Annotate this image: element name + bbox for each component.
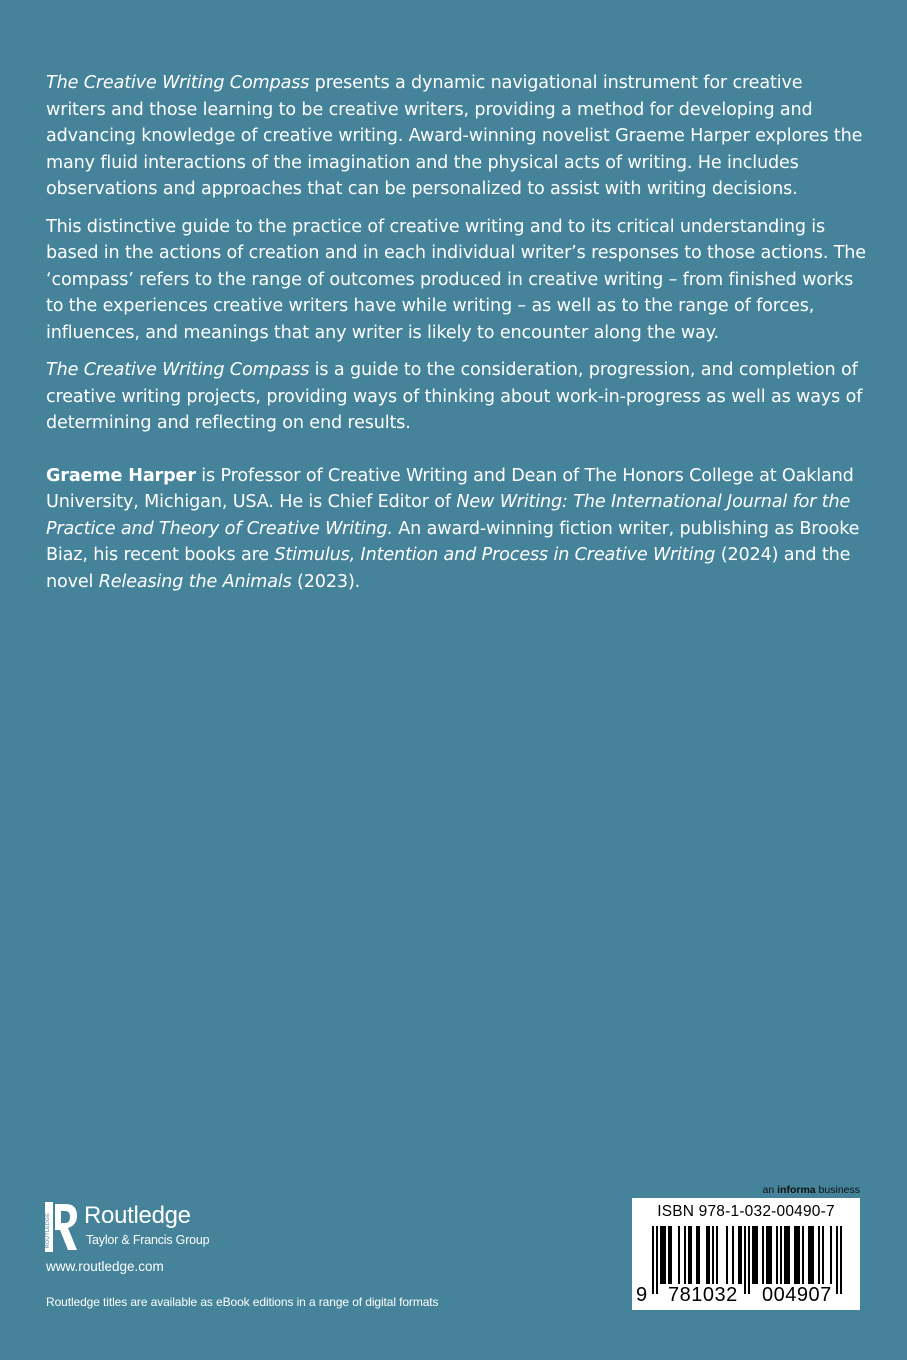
barcode-bar [740,1226,742,1284]
barcode-bar [684,1226,686,1284]
barcode-bar [796,1226,798,1284]
barcode-bar [822,1226,824,1284]
barcode-digits-left: 781032 [668,1284,738,1306]
barcode-bar [752,1226,754,1284]
book-title-releasing: Releasing the Animals [98,571,292,592]
barcode-bar [802,1226,804,1284]
barcode-bar [798,1226,800,1284]
barcode-bar [808,1226,810,1284]
routledge-r-logo-icon [44,1202,78,1252]
barcode-bar [756,1226,758,1284]
barcode-bar [652,1226,654,1294]
barcode-bar [776,1226,778,1284]
barcode-bar [810,1226,812,1284]
description-paragraph-1: The Creative Writing Compass presents a dynamic navigational instrument for creative writers and those learning to be creative writers, providing a method for developing and advancing knowledge of creative writing. Award-winning novelist Graeme Harper explores the many fluid interactions of the imagination and the physical acts of writing. He includes observations and approaches that can be personalized to assist with writing decisions. [46,73,863,199]
publisher-logo [44,1202,344,1262]
barcode-bar [768,1226,770,1284]
barcode-bar [770,1226,772,1284]
barcode-bar [726,1226,728,1284]
barcode-digit-first: 9 [636,1284,648,1306]
barcode-bar [780,1226,782,1284]
barcode-bar [712,1226,714,1284]
barcode-bar [698,1226,700,1284]
book-title-stimulus: Stimulus, Intention and Process in Creative Writing [274,545,716,565]
barcode-bar [708,1226,710,1284]
isbn-label: ISBN 978-1-032-00490-7 [657,1203,835,1220]
description-paragraph-3: The Creative Writing Compass is a guide to the consideration, progression, and completion of creative writing projects, providing ways of thinking about work-in-progress as well as ways of determining and reflecting on end results. [46,360,863,433]
barcode-bar [788,1226,790,1284]
barcode-bar [766,1226,768,1284]
barcode-bar [706,1226,708,1284]
journal-title: New Writing: The International Journal for the Practice and Theory of Creative Writing. [46,492,851,539]
informa-brand: informa [777,1184,816,1196]
book-title-italic: The Creative Writing Compass [46,73,310,93]
barcode-bar [762,1226,764,1284]
barcode-bar [716,1226,718,1284]
description-paragraph-2: This distinctive guide to the practice of creative writing and to its critical understanding is based in the actions of creation and in each individual writer’s responses to those actions. The ‘compass’ refers to the range of outcomes produced in creative writing – from finished works to the experiences creative writers have while writing – as well as to the range of forces, influences, and meanings that any writer is likely to encounter along the way. [46,216,866,343]
barcode-bar [668,1226,670,1284]
barcode-bar [732,1226,734,1284]
barcode-bar [696,1226,698,1284]
barcode-bar [754,1226,756,1284]
ebook-availability-note: Routledge titles are available as eBook editions in a range of digital formats [46,1295,439,1309]
barcode-bar [784,1226,786,1284]
barcode-bar [738,1226,740,1284]
isbn-barcode [632,1198,860,1310]
informa-business-tag: an informa business [762,1184,860,1196]
publisher-website-link[interactable]: www.routledge.com [46,1259,164,1274]
barcode-bar [678,1226,680,1284]
barcode-bar [744,1226,746,1294]
barcode-bar [794,1226,796,1284]
barcode-bar [786,1226,788,1284]
barcode-bar [748,1226,750,1294]
author-name: Graeme Harper [46,465,196,486]
barcode-bar [664,1226,666,1284]
barcode-bar [688,1226,690,1284]
barcode-bar [670,1226,672,1284]
routledge-vertical-text: ROUTLEDGE [45,1213,51,1248]
barcode-bar [690,1226,692,1284]
back-cover-description [46,70,866,606]
publisher-name: Routledge [84,1202,191,1229]
barcode-bar [830,1226,832,1284]
barcode-bar [656,1226,658,1294]
barcode-bar [818,1226,820,1284]
barcode-bar [840,1226,842,1294]
book-title-italic: The Creative Writing Compass [46,360,310,380]
barcode-digits-right: 004907 [762,1284,832,1306]
barcode-bar [662,1226,664,1284]
barcode-bar [660,1226,662,1284]
barcode-bar [812,1226,814,1284]
barcode-bar [836,1226,838,1294]
publisher-subtitle: Taylor & Francis Group [86,1233,210,1247]
author-bio: Graeme Harper is Professor of Creative Writing and Dean of The Honors College at Oakland University, Michigan, USA. He is Chief Editor of New Writing: The International Journal for the Practice and Theory of Creative Writing. An award-winning fiction writer, publishing as Brooke Biaz, his recent books are Stimulus, Intention and Process in Creative Writing (2024) and the novel Releasing the Animals (2023). [46,465,860,592]
